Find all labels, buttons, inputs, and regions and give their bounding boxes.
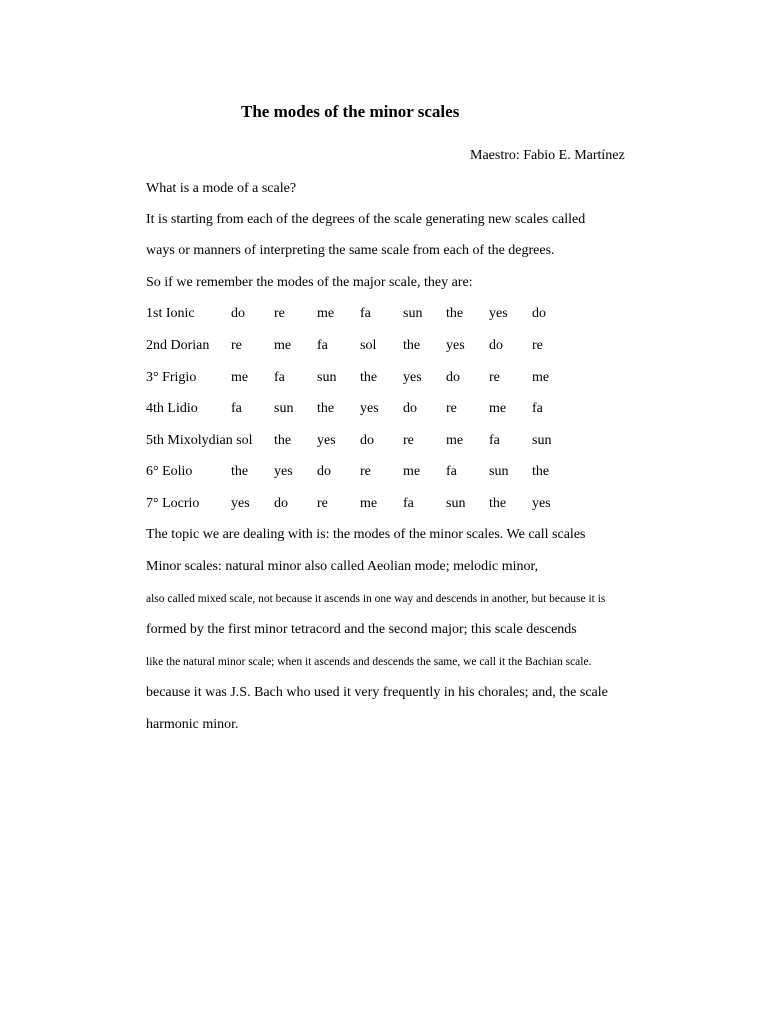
mode-note: the: [403, 338, 421, 353]
mode-name: 1st Ionic: [146, 306, 195, 321]
mode-note: me: [274, 338, 292, 353]
mode-note: fa: [532, 401, 543, 416]
mode-note: fa: [446, 464, 457, 479]
mode-note: me: [489, 401, 507, 416]
mode-note: re: [360, 464, 371, 479]
mode-note: do: [317, 464, 331, 479]
mode-note: me: [446, 433, 464, 448]
mode-note: sun: [532, 433, 552, 448]
mode-note: do: [489, 338, 503, 353]
mode-note: the: [360, 370, 378, 385]
mode-note: re: [489, 370, 500, 385]
mode-row: [146, 369, 706, 387]
body-line-3: also called mixed scale, not because it ascends in one way and descends in another, but because it is: [146, 593, 606, 605]
mode-note: sun: [446, 496, 466, 511]
mode-note: re: [231, 338, 242, 353]
mode-note: sun: [274, 401, 294, 416]
body-line-2: Minor scales: natural minor also called Aeolian mode; melodic minor,: [146, 559, 539, 574]
mode-note: yes: [231, 496, 250, 511]
mode-note: yes: [403, 370, 422, 385]
mode-note: me: [231, 370, 249, 385]
mode-name: 2nd Dorian: [146, 338, 210, 353]
intro-paragraph-3: So if we remember the modes of the major scale, they are:: [146, 275, 473, 290]
mode-row: [146, 305, 706, 323]
mode-note: fa: [403, 496, 414, 511]
mode-row: [146, 400, 706, 418]
body-line-6: because it was J.S. Bach who used it very frequently in his chorales; and, the scale: [146, 685, 608, 700]
intro-question: What is a mode of a scale?: [146, 181, 297, 196]
mode-note: re: [274, 306, 285, 321]
intro-paragraph-2: ways or manners of interpreting the same scale from each of the degrees.: [146, 243, 555, 258]
mode-name: 5th Mixolydian sol: [146, 433, 253, 448]
mode-note: do: [446, 370, 460, 385]
mode-note: the: [489, 496, 507, 511]
mode-note: do: [532, 306, 546, 321]
mode-name: 4th Lidio: [146, 401, 198, 416]
mode-name: 7° Locrio: [146, 496, 200, 511]
mode-note: sun: [489, 464, 509, 479]
mode-note: the: [231, 464, 249, 479]
mode-note: fa: [231, 401, 242, 416]
mode-name: 3° Frigio: [146, 370, 197, 385]
mode-note: sun: [317, 370, 337, 385]
mode-note: the: [317, 401, 335, 416]
mode-note: yes: [532, 496, 551, 511]
mode-note: re: [317, 496, 328, 511]
body-line-4: formed by the first minor tetracord and the second major; this scale descends: [146, 622, 577, 637]
mode-note: re: [532, 338, 543, 353]
mode-note: yes: [360, 401, 379, 416]
mode-note: me: [360, 496, 378, 511]
mode-note: yes: [446, 338, 465, 353]
mode-note: me: [317, 306, 335, 321]
mode-note: do: [360, 433, 374, 448]
mode-row: [146, 495, 706, 513]
author-line: Maestro: Fabio E. Martínez: [470, 148, 625, 163]
body-line-7: harmonic minor.: [146, 717, 239, 732]
mode-note: the: [532, 464, 550, 479]
mode-row: [146, 337, 706, 355]
mode-note: fa: [489, 433, 500, 448]
mode-note: do: [231, 306, 245, 321]
mode-note: do: [274, 496, 288, 511]
mode-note: re: [446, 401, 457, 416]
mode-note: sun: [403, 306, 423, 321]
mode-note: the: [274, 433, 292, 448]
mode-note: do: [403, 401, 417, 416]
mode-note: yes: [489, 306, 508, 321]
mode-note: me: [403, 464, 421, 479]
body-line-5: like the natural minor scale; when it ascends and descends the same, we call it the Bachian scale.: [146, 656, 592, 668]
intro-paragraph-1: It is starting from each of the degrees of the scale generating new scales called: [146, 212, 586, 227]
mode-row: [146, 463, 706, 481]
mode-row: [146, 432, 706, 450]
page-title: The modes of the minor scales: [241, 102, 460, 121]
mode-note: sol: [360, 338, 377, 353]
mode-note: the: [446, 306, 464, 321]
mode-name: 6° Eolio: [146, 464, 193, 479]
mode-note: fa: [360, 306, 371, 321]
mode-note: yes: [274, 464, 293, 479]
mode-note: fa: [317, 338, 328, 353]
mode-note: me: [532, 370, 550, 385]
mode-note: yes: [317, 433, 336, 448]
mode-note: fa: [274, 370, 285, 385]
body-line-1: The topic we are dealing with is: the modes of the minor scales. We call scales: [146, 527, 586, 542]
mode-note: re: [403, 433, 414, 448]
